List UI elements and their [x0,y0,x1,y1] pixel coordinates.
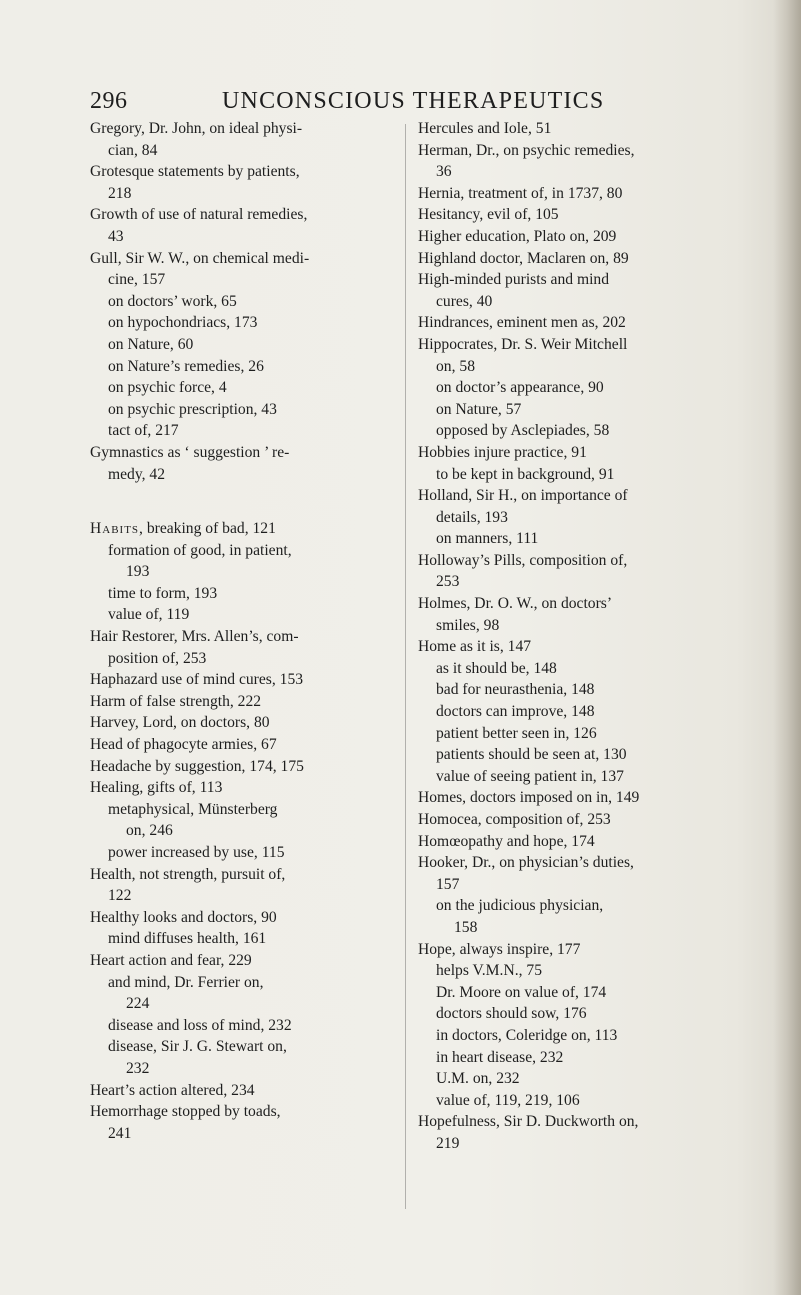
index-subentry: to be kept in background, 91 [436,465,615,483]
index-subentry: on hypochondriacs, 173 [108,314,258,332]
index-entry: Heart action and fear, 229 [90,951,252,969]
index-entry: Headache by suggestion, 174, 175 [90,757,304,775]
index-entry-continuation: cine, 157 [108,271,166,289]
index-entry-continuation: 241 [108,1124,132,1142]
index-entry-continuation: 122 [108,887,132,905]
index-entry: Hercules and Iole, 51 [418,120,552,137]
index-entry: Habits, breaking of bad, 121 [90,520,276,538]
running-title: UNCONSCIOUS THERAPEUTICS [222,88,605,114]
index-entry: Homocea, composition of, 253 [418,811,611,828]
index-entry-continuation: cures, 40 [436,292,493,310]
index-subentry: doctors should sow, 176 [436,1005,587,1023]
index-entry: Hooker, Dr., on physician’s duties, [418,854,634,872]
index-entry: Grotesque statements by patients, [90,163,300,181]
index-subentry: on manners, 111 [436,530,539,548]
index-subentry: time to form, 193 [108,584,218,602]
index-entry: Hindrances, eminent men as, 202 [418,314,626,332]
index-entry: Homes, doctors imposed on in, 149 [418,789,640,807]
index-entry: Haphazard use of mind cures, 153 [90,671,304,689]
index-entry: Holmes, Dr. O. W., on doctors’ [418,595,613,613]
index-entry: Head of phagocyte armies, 67 [90,736,277,754]
index-entry: Higher education, Plato on, 209 [418,227,617,245]
index-entry: Harm of false strength, 222 [90,692,262,710]
index-subentry: metaphysical, Münsterberg [108,800,278,818]
index-column-left [90,118,400,1144]
index-entry: Homœopathy and hope, 174 [418,832,595,850]
index-subentry: bad for neurasthenia, 148 [436,681,595,699]
index-subentry: tact of, 217 [108,422,179,440]
index-subentry: value of, 119 [108,606,190,624]
section-gap [90,485,400,518]
index-entry: Gregory, Dr. John, on ideal physi- [90,120,303,137]
index-subentry: helps V.M.N., 75 [436,962,542,980]
index-subentry: formation of good, in patient, [108,541,292,559]
index-entry: Hernia, treatment of, in 1737, 80 [418,184,623,202]
index-entry-continuation: details, 193 [436,508,508,526]
index-entry-continuation: smiles, 98 [436,616,500,634]
index-entry: Holloway’s Pills, composition of, [418,551,628,569]
page-edge-shadow [773,0,801,1295]
index-entry: Hemorrhage stopped by toads, [90,1103,281,1121]
index-entry-continuation: 43 [108,227,124,245]
index-subentry: U.M. on, 232 [436,1070,520,1088]
index-subentry: mind diffuses health, 161 [108,930,267,948]
index-entry: Hippocrates, Dr. S. Weir Mitchell [418,335,628,353]
page-header [82,88,702,118]
index-subentry: opposed by Asclepiades, 58 [436,422,610,440]
index-entry-continuation: 219 [436,1134,460,1152]
index-subentry: power increased by use, 115 [108,844,285,861]
index-subentry: on psychic prescription, 43 [108,400,277,418]
index-entry-continuation: 157 [436,875,460,893]
index-subentry: on doctors’ work, 65 [108,292,237,310]
index-entry-continuation: 36 [436,163,452,181]
index-subentry: in heart disease, 232 [436,1048,564,1066]
index-entry: Heart’s action altered, 234 [90,1081,255,1099]
index-entry: High-minded purists and mind [418,271,610,289]
index-entry-continuation: 232 [126,1059,150,1077]
index-entry: Gull, Sir W. W., on chemical medi- [90,249,310,267]
index-entry: Hesitancy, evil of, 105 [418,206,559,224]
index-entry: Hopefulness, Sir D. Duckworth on, [418,1113,639,1131]
index-entry-continuation: 218 [108,184,132,202]
index-subentry: in doctors, Coleridge on, 113 [436,1026,618,1044]
index-entry: Healthy looks and doctors, 90 [90,908,277,926]
index-entry: Hobbies injure practice, 91 [418,443,587,461]
index-entry-continuation: position of, 253 [108,649,207,667]
index-entry: Herman, Dr., on psychic remedies, [418,141,635,159]
index-subentry: patient better seen in, 126 [436,724,597,742]
index-entry: Growth of use of natural remedies, [90,206,308,224]
index-entry-continuation: 224 [126,995,150,1013]
index-entry-continuation: on, 58 [436,357,475,375]
index-entry-continuation: 253 [436,573,460,591]
index-subentry: as it should be, 148 [436,659,557,677]
column-divider [405,124,406,1209]
index-subentry: doctors can improve, 148 [436,703,595,721]
index-subentry: and mind, Dr. Ferrier on, [108,973,264,991]
index-entry-continuation: 193 [126,563,150,581]
small-caps-word: Habits [90,520,140,538]
index-entry: Gymnastics as ‘ suggestion ’ re- [90,443,290,461]
index-entry-continuation: 158 [454,918,478,936]
index-subentry: on Nature, 57 [436,400,522,418]
index-subentry: disease and loss of mind, 232 [108,1016,292,1034]
index-entry-continuation: medy, 42 [108,465,166,483]
index-subentry: on psychic force, 4 [108,379,227,397]
index-entry-continuation: on, 246 [126,822,173,840]
index-entry-continuation: cian, 84 [108,141,158,159]
index-subentry: Dr. Moore on value of, 174 [436,983,607,1001]
index-subentry: on doctor’s appearance, 90 [436,379,604,397]
index-entry: Highland doctor, Maclaren on, 89 [418,249,629,267]
index-entry: Hope, always inspire, 177 [418,940,581,958]
index-subentry: value of, 119, 219, 106 [436,1091,580,1109]
index-entry: Holland, Sir H., on importance of [418,487,628,505]
index-entry: Home as it is, 147 [418,638,532,656]
index-entry: Hair Restorer, Mrs. Allen’s, com- [90,628,299,646]
index-subentry: value of seeing patient in, 137 [436,767,624,785]
index-column-right [418,118,738,1155]
index-entry: Healing, gifts of, 113 [90,779,223,797]
index-entry: Health, not strength, pursuit of, [90,865,286,883]
index-subentry: patients should be seen at, 130 [436,746,627,764]
index-entry: Harvey, Lord, on doctors, 80 [90,714,270,732]
index-subentry: disease, Sir J. G. Stewart on, [108,1038,287,1056]
index-subentry: on Nature, 60 [108,335,194,353]
page-number: 296 [90,88,128,114]
index-subentry: on the judicious physician, [436,897,604,915]
index-subentry: on Nature’s remedies, 26 [108,357,264,375]
